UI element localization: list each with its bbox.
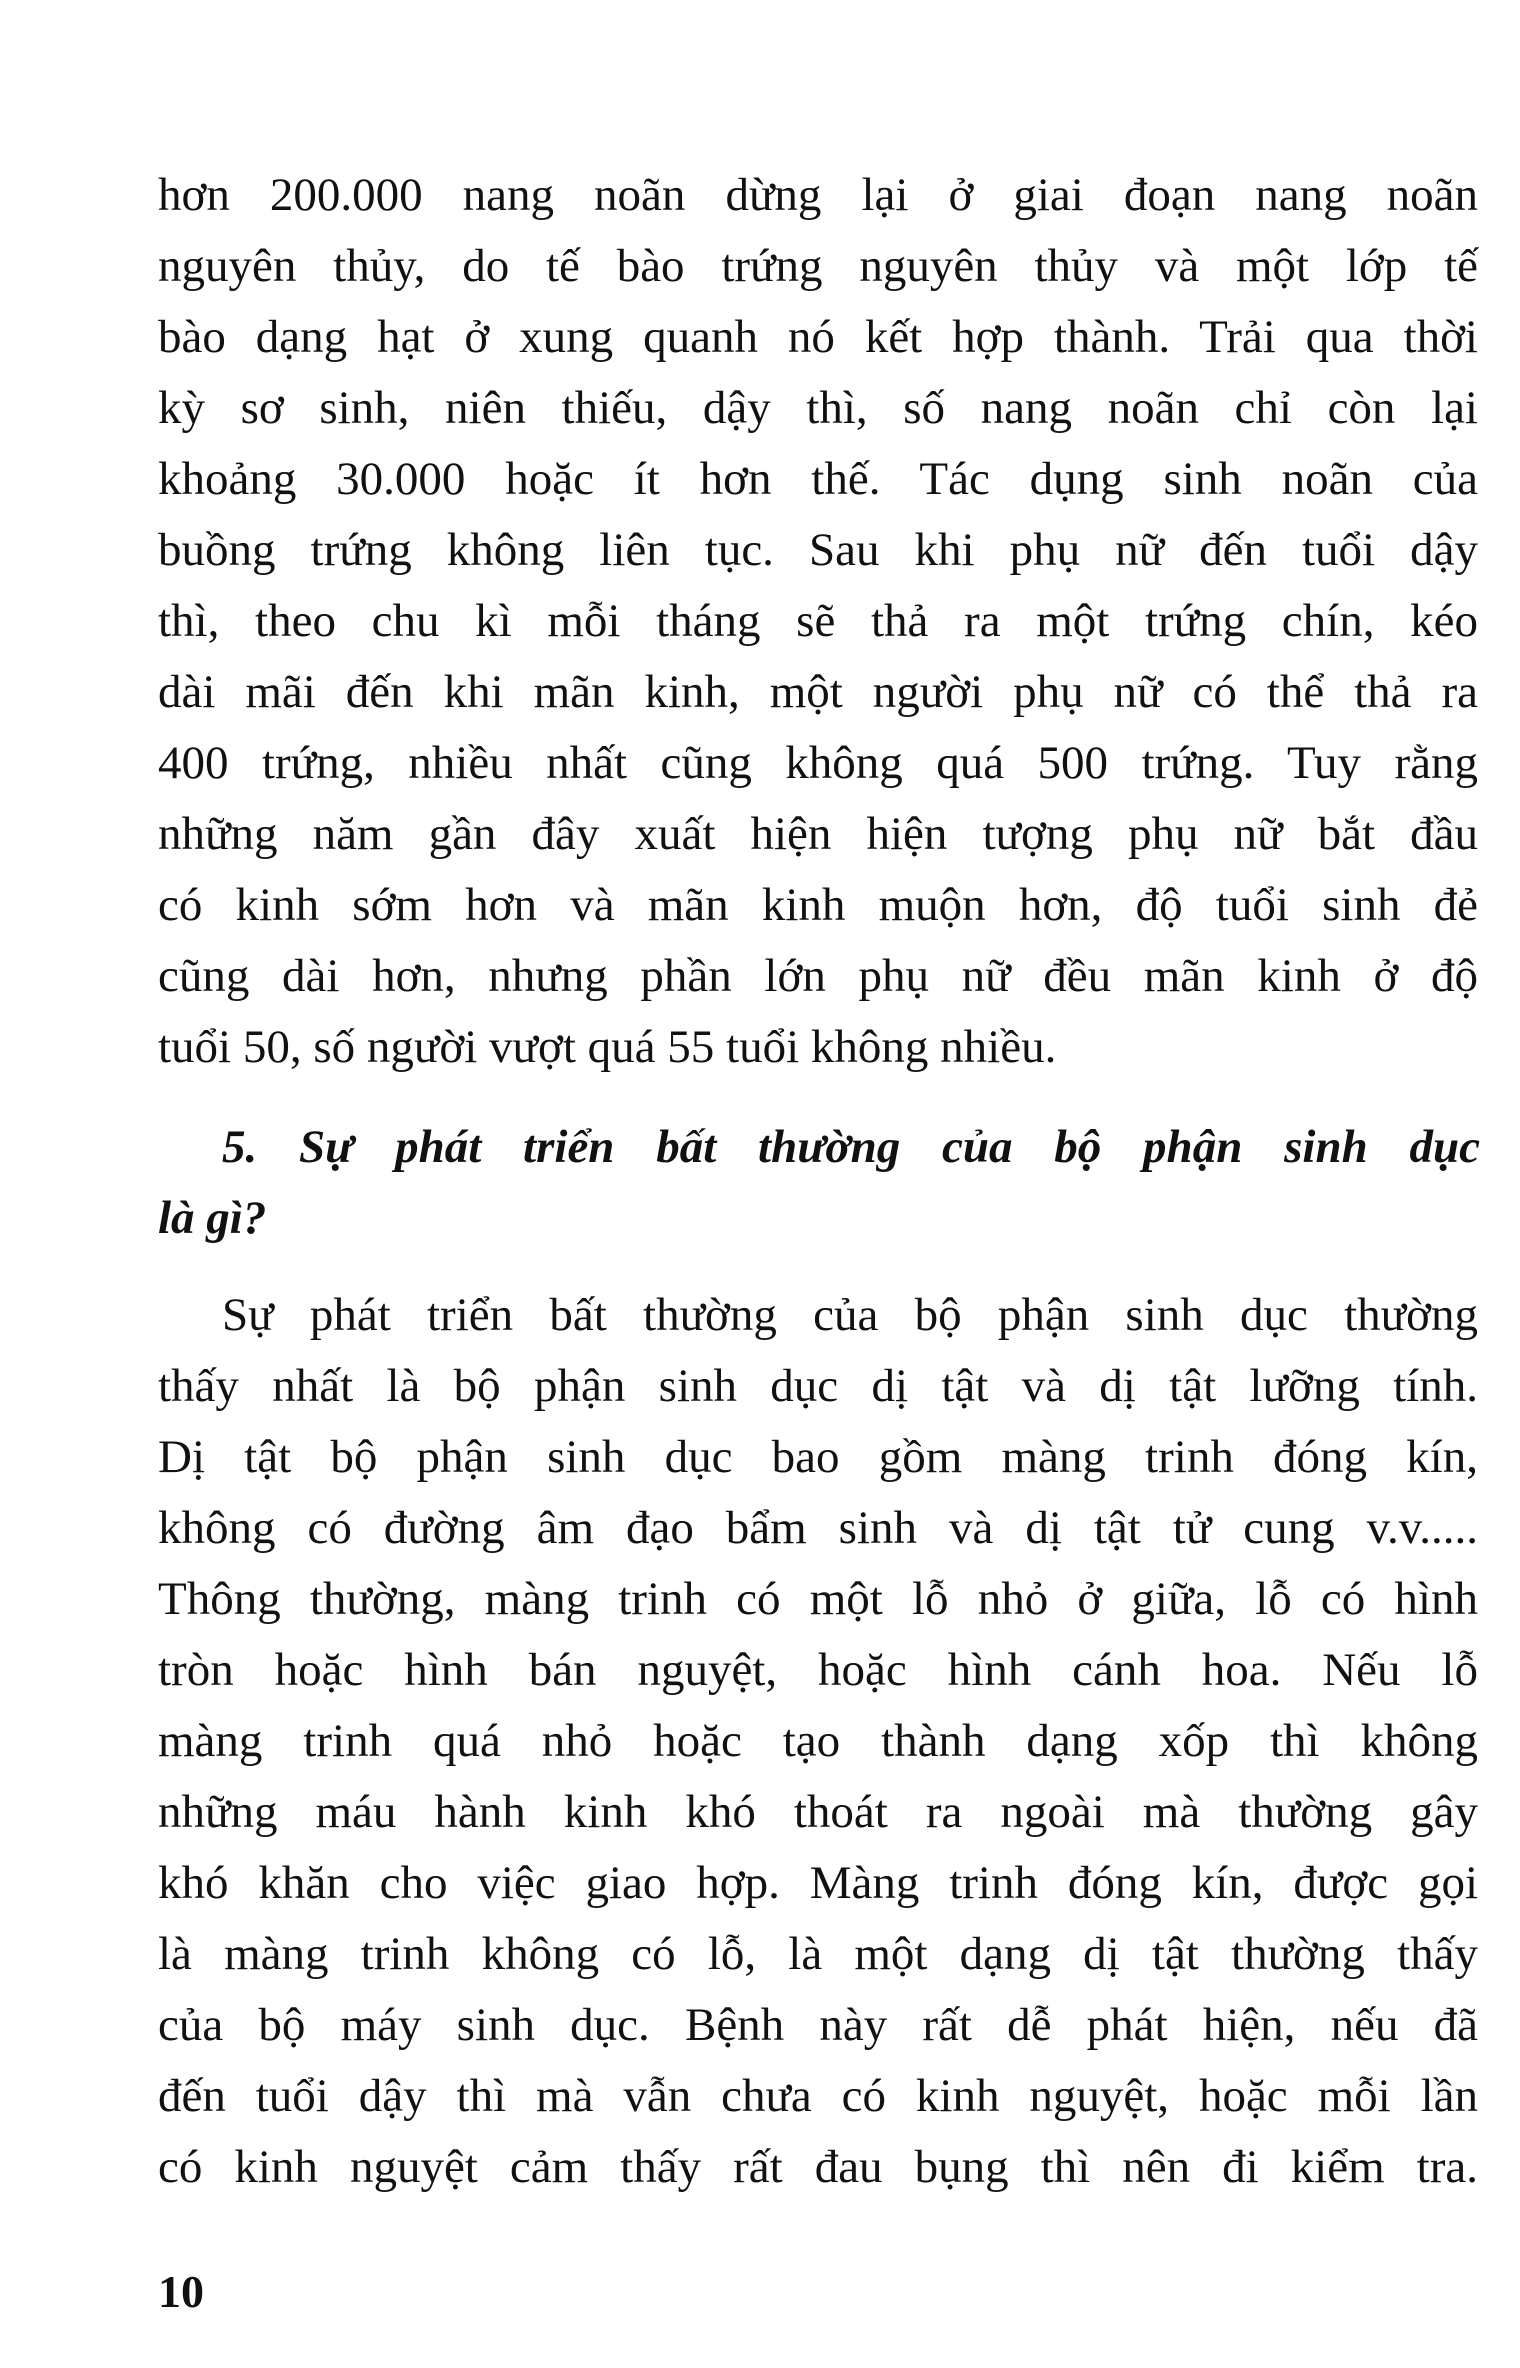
text-line: của bộ máy sinh dục. Bệnh này rất dễ phát hiện, nếu đã <box>158 1999 1478 2051</box>
text-line: dài mãi đến khi mãn kinh, một người phụ nữ có thể thả ra <box>158 666 1478 718</box>
text-line: có kinh nguyệt cảm thấy rất đau bụng thì nên đi kiểm tra. <box>158 2141 1478 2193</box>
text-line: thấy nhất là bộ phận sinh dục dị tật và dị tật lưỡng tính. <box>158 1360 1478 1412</box>
text-line: màng trinh quá nhỏ hoặc tạo thành dạng xốp thì không <box>158 1715 1478 1767</box>
body-paragraph-2 <box>158 1280 1478 2203</box>
heading-line: là gì? <box>158 1192 267 1244</box>
text-line: khó khăn cho việc giao hợp. Màng trinh đóng kín, được gọi <box>158 1857 1478 1909</box>
text-line: bào dạng hạt ở xung quanh nó kết hợp thành. Trải qua thời <box>158 311 1478 363</box>
text-line: cũng dài hơn, nhưng phần lớn phụ nữ đều mãn kinh ở độ <box>158 950 1478 1002</box>
text-line: là màng trinh không có lỗ, là một dạng dị tật thường thấy <box>158 1928 1478 1980</box>
heading-line: 5. Sự phát triển bất thường của bộ phận sinh dục <box>222 1121 1480 1173</box>
text-line: Dị tật bộ phận sinh dục bao gồm màng trinh đóng kín, <box>158 1431 1478 1483</box>
text-line: có kinh sớm hơn và mãn kinh muộn hơn, độ tuổi sinh đẻ <box>158 879 1478 931</box>
text-line: nguyên thủy, do tế bào trứng nguyên thủy và một lớp tế <box>158 240 1478 292</box>
body-paragraph-1 <box>158 160 1478 1083</box>
text-line: kỳ sơ sinh, niên thiếu, dậy thì, số nang noãn chỉ còn lại <box>158 382 1478 434</box>
section-heading <box>158 1112 1480 1254</box>
text-line: tròn hoặc hình bán nguyệt, hoặc hình cánh hoa. Nếu lỗ <box>158 1644 1478 1696</box>
text-line: Sự phát triển bất thường của bộ phận sinh dục thường <box>222 1289 1478 1341</box>
text-line: tuổi 50, số người vượt quá 55 tuổi không nhiều. <box>158 1021 1057 1073</box>
text-line: buồng trứng không liên tục. Sau khi phụ nữ đến tuổi dậy <box>158 524 1478 576</box>
text-line: không có đường âm đạo bẩm sinh và dị tật tử cung v.v..... <box>158 1502 1478 1554</box>
page-number: 10 <box>158 2266 204 2317</box>
text-line: hơn 200.000 nang noãn dừng lại ở giai đoạn nang noãn <box>158 169 1478 221</box>
text-line: khoảng 30.000 hoặc ít hơn thế. Tác dụng sinh noãn của <box>158 453 1478 505</box>
text-line: Thông thường, màng trinh có một lỗ nhỏ ở giữa, lỗ có hình <box>158 1573 1478 1625</box>
text-line: những máu hành kinh khó thoát ra ngoài mà thường gây <box>158 1786 1478 1838</box>
text-line: những năm gần đây xuất hiện hiện tượng phụ nữ bắt đầu <box>158 808 1478 860</box>
text-line: thì, theo chu kì mỗi tháng sẽ thả ra một trứng chín, kéo <box>158 595 1478 647</box>
text-line: đến tuổi dậy thì mà vẫn chưa có kinh nguyệt, hoặc mỗi lần <box>158 2070 1478 2122</box>
text-line: 400 trứng, nhiều nhất cũng không quá 500 trứng. Tuy rằng <box>158 737 1478 789</box>
